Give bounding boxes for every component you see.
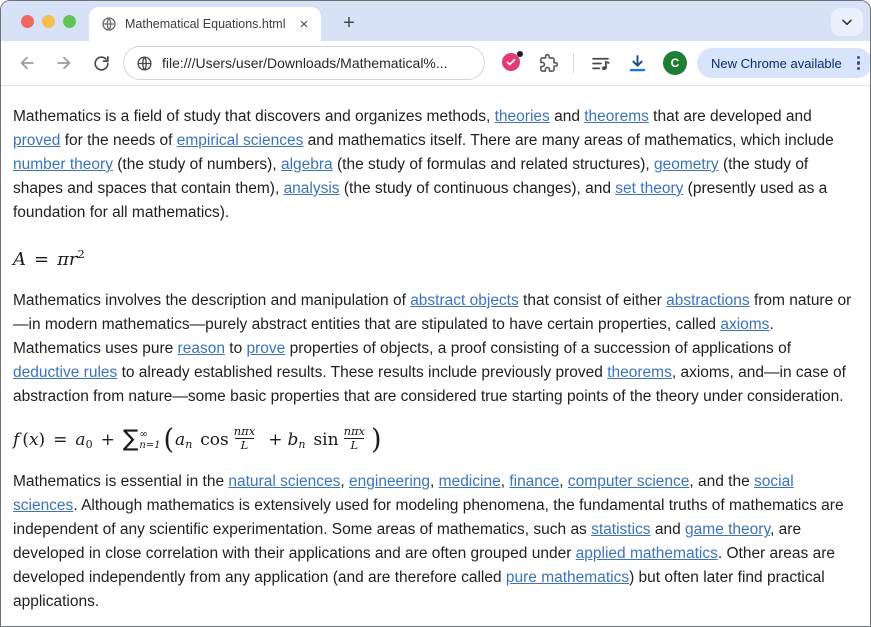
reload-icon [92, 54, 111, 73]
window-controls [21, 15, 76, 28]
tab-title: Mathematical Equations.html [125, 17, 286, 31]
toolbar-separator [573, 53, 574, 73]
text-link[interactable]: geometry [654, 156, 719, 173]
eq2-big-lparen: ( [163, 423, 175, 456]
eq2-an-sub: n [185, 437, 193, 451]
eq2-f: f [13, 429, 20, 450]
minimize-window-button[interactable] [42, 15, 55, 28]
eq2-sin: sin [313, 429, 339, 450]
sum-limits [139, 429, 160, 451]
profile-avatar[interactable]: C [663, 51, 687, 75]
text-link[interactable]: axioms [720, 316, 770, 333]
eq2-bn-sub: n [298, 437, 306, 451]
text-link[interactable]: reason [177, 340, 225, 357]
url-text: file:///Users/user/Downloads/Mathematical%... [162, 55, 448, 71]
site-info-globe-icon[interactable] [136, 55, 153, 72]
new-tab-button[interactable]: + [335, 9, 363, 37]
paragraph-3: Mathematics is essential in the natural sciences, engineering, medicine, finance, computer science, and the social sciences. Although mathematics is extensively used for modeling phenomena, the fundamental truths of mathematics are independent of any scientific experimentation. Some areas of mathematics, such as statistics and game theory, are developed in close correlation with their applications and are often grouped under applied mathematics. Other areas are developed independently from any application (and are therefore called pure mathematics) but often later find practical applications. [13, 473, 844, 611]
text-link[interactable]: number theory [13, 156, 113, 173]
text-link[interactable]: theorems [584, 108, 649, 125]
paragraph-1: Mathematics is a field of study that discovers and organizes methods, theories and theorems that are developed and proved for the needs of empirical sciences and mathematics itself. There are many areas of mathematics, which include number theory (the study of numbers), algebra (the study of formulas and related structures), geometry (the study of shapes and spaces that contain them), analysis (the study of continuous changes), and set theory (presently used as a foundation for all mathematics). [13, 108, 834, 221]
text-link[interactable]: social sciences [13, 473, 794, 515]
text-link[interactable]: set theory [615, 180, 684, 197]
text-link[interactable]: applied mathematics [575, 545, 718, 563]
address-bar[interactable] [123, 46, 485, 80]
active-tab[interactable] [89, 7, 321, 41]
text-link[interactable]: finance [509, 473, 560, 491]
eq2-x: x [28, 429, 39, 450]
sum-lower-limit: n=1 [139, 439, 161, 451]
eq2-big-rparen: ) [371, 423, 382, 456]
eq1-power: 2 [77, 247, 85, 261]
text-link[interactable]: theories [494, 108, 550, 125]
equation-fourier-series [13, 423, 858, 456]
pink-extension-icon[interactable] [502, 53, 522, 73]
reload-button[interactable] [85, 47, 117, 79]
text-link[interactable]: statistics [591, 521, 651, 539]
sum-sigma-symbol: ∑ [122, 426, 139, 453]
update-chrome-button[interactable] [697, 48, 871, 78]
text-link[interactable]: empirical sciences [176, 132, 304, 149]
text-link[interactable]: theorems [607, 364, 672, 381]
frac2-numerator: nπx [343, 424, 366, 438]
text-link[interactable]: game theory [685, 521, 771, 539]
extensions-puzzle-icon[interactable] [538, 53, 559, 74]
eq2-rparen-arg: ) [38, 429, 46, 450]
eq2-a0: a [75, 429, 86, 450]
eq2-lparen-arg: ( [22, 429, 29, 450]
text-link[interactable]: abstractions [666, 292, 750, 309]
text-link[interactable]: natural sciences [228, 473, 341, 491]
text-link[interactable]: abstract objects [410, 292, 519, 309]
eq2-plus2: + [268, 429, 283, 450]
fullscreen-window-button[interactable] [63, 15, 76, 28]
update-chrome-label: New Chrome available [711, 55, 842, 71]
kebab-menu-icon[interactable] [851, 52, 866, 75]
eq2-rel: = [53, 429, 68, 450]
text-link[interactable]: engineering [349, 473, 431, 491]
tab-search-chevron-button[interactable] [831, 8, 863, 36]
eq2-frac1 [232, 425, 257, 452]
eq1-lhs: A [13, 249, 26, 270]
notification-badge-dot [517, 51, 523, 57]
sum-upper-limit: ∞ [139, 428, 148, 440]
paragraph-2: Mathematics involves the description and manipulation of abstract objects that consist of either abstractions from nature or—in modern mathematics—purely abstract entities that are stipulated to have certain properties, called axioms. Mathematics uses pure reason to prove properties of objects, a proof consisting of a succession of applications of deductive rules to already established results. These results include previously proved theorems, axioms, and—in case of abstraction from nature—some basic properties that are considered true starting points of the theory under consideration. [13, 292, 852, 405]
page-content [1, 86, 870, 626]
eq2-cos: cos [200, 429, 229, 450]
arrow-left-icon [17, 53, 37, 73]
text-link[interactable]: analysis [283, 180, 340, 197]
download-icon[interactable] [627, 53, 648, 74]
text-link[interactable]: algebra [280, 156, 333, 173]
forward-button[interactable] [48, 47, 80, 79]
text-link[interactable]: deductive rules [13, 364, 118, 381]
globe-favicon-icon [101, 16, 117, 32]
eq1-base: πr [57, 249, 78, 270]
text-link[interactable]: prove [246, 340, 286, 357]
eq2-bn: b [287, 429, 299, 450]
text-link[interactable]: proved [13, 132, 61, 149]
text-link[interactable]: pure mathematics [505, 569, 630, 587]
frac1-denominator: L [235, 438, 255, 452]
text-link[interactable]: computer science [567, 473, 690, 491]
eq2-plus1: + [100, 429, 115, 450]
eq2-a0-sub: 0 [85, 437, 93, 451]
media-controls-icon[interactable] [590, 53, 611, 74]
close-window-button[interactable] [21, 15, 34, 28]
eq1-rel: = [34, 249, 50, 270]
chevron-down-icon [840, 15, 854, 29]
equation-circle-area [13, 242, 858, 272]
navigation-toolbar [1, 41, 870, 86]
arrow-right-icon [54, 53, 74, 73]
tab-close-icon[interactable]: × [299, 15, 309, 33]
eq2-sum [123, 428, 161, 451]
frac1-numerator: nπx [233, 424, 256, 438]
eq2-an: a [175, 429, 186, 450]
frac2-denominator: L [344, 438, 364, 452]
eq2-frac2 [342, 425, 367, 452]
text-link[interactable]: medicine [438, 473, 501, 491]
tab-strip [1, 1, 870, 41]
back-button[interactable] [11, 47, 43, 79]
